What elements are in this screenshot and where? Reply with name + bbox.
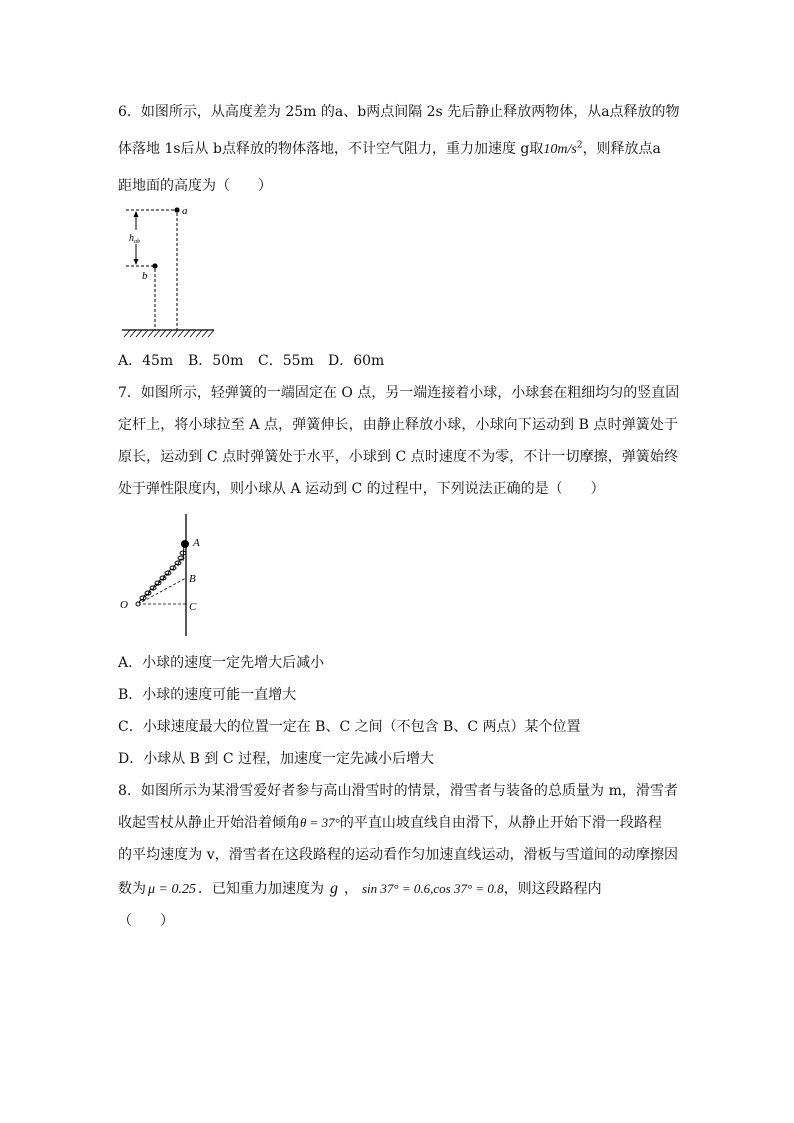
- q8-line-4c: ，则这段路程内: [503, 881, 602, 897]
- q6-option-b[interactable]: B．50m: [188, 353, 244, 369]
- q6-h-label: $h_{ab}$: [129, 233, 140, 245]
- q7-ball: [181, 540, 189, 548]
- q7-option-c[interactable]: C．小球速度最大的位置一定在 B、C 之间（不包含 B、C 两点）某个位置: [118, 719, 581, 735]
- q6-line-1: 6．如图所示，从高度差为 25m 的a、b两点间隔 2s 先后静止释放两物体，从a点释放的物: [118, 104, 680, 120]
- q8-line-2a: 收起雪杖从静止开始沿着倾角: [118, 815, 300, 831]
- q7-spring-coils: [140, 551, 186, 600]
- q6-option-a[interactable]: A．45m: [118, 353, 174, 369]
- q7-label-o: O: [120, 599, 128, 611]
- q8-line-4a: 数为: [118, 881, 146, 897]
- q7-spring: [138, 545, 184, 604]
- q8-line-2b: 的平直山坡直线自由滑下，从静止开始下滑一段路程: [339, 815, 662, 831]
- q8-line-2: [118, 807, 678, 839]
- q8-line-3: 的平均速度为 v，滑雪者在这段路程的运动看作匀加速直线运动，滑板与雪道间的动摩擦因: [118, 847, 678, 863]
- q6-label-b: b: [142, 270, 148, 282]
- q7-ob-dashed: [138, 578, 186, 604]
- q7-line-2: 定杆上，将小球拉至 A 点，弹簧伸长，由静止释放小球，小球向下运动到 B 点时弹簧处于: [118, 417, 678, 433]
- q6-options: [118, 345, 678, 377]
- q8-mu-math: μ = 0.25: [148, 882, 196, 897]
- q6-accel-unit: [543, 141, 582, 157]
- q6-point-a: [174, 207, 179, 212]
- q7-option-d[interactable]: D．小球从 B 到 C 过程，加速度一定先减小后增大: [118, 751, 435, 767]
- q8-line-4b: ．已知重力加速度为: [197, 881, 324, 897]
- q7-option-b[interactable]: B．小球的速度可能一直增大: [118, 687, 297, 703]
- q6-option-d[interactable]: D．60m: [328, 353, 385, 369]
- q6-figure: [118, 200, 228, 340]
- q6-ground-hatch: [124, 330, 214, 337]
- q8-g-math: g: [329, 880, 338, 897]
- q6-line-2: [118, 133, 678, 166]
- q6-option-c[interactable]: C．55m: [258, 353, 314, 369]
- q6-h-arrow-up: [134, 211, 139, 217]
- q6-accel-unit-sup: 2: [576, 140, 583, 151]
- q7-line-3: 原长，运动到 C 点时弹簧处于水平，小球到 C 点时速度不为零，不计一切摩擦，弹簧始终: [118, 449, 678, 465]
- q8-angle-math: θ = 37°: [300, 815, 340, 830]
- q7-line-1: 7．如图所示，轻弹簧的一端固定在 O 点，另一端连接着小球，小球套在粗细均匀的竖直固: [118, 385, 680, 401]
- q6-label-a: a: [182, 205, 188, 217]
- q6-h-arrow-down: [134, 259, 139, 265]
- q6-line-2a: 体落地 1s后从 b点释放的物体落地，不计空气阻力，重力加速度 g取: [118, 141, 544, 157]
- q7-option-a[interactable]: A．小球的速度一定先增大后减小: [118, 655, 325, 671]
- q6-accel-unit-text: 10m/s: [543, 142, 577, 157]
- q7-label-a: A: [193, 537, 200, 549]
- q7-pivot-o: [136, 602, 140, 606]
- q6-line-2b: ，则释放点a: [582, 141, 661, 157]
- q7-figure: [116, 512, 216, 638]
- q6-point-b: [152, 263, 157, 268]
- q7-label-c: C: [189, 601, 197, 613]
- q8-trig-math: sin 37° = 0.6,cos 37° = 0.8: [361, 881, 504, 896]
- q7-line-4: 处于弹性限度内，则小球从 A 运动到 C 的过程中，下列说法正确的是（ ）: [118, 481, 605, 497]
- q7-label-b: B: [189, 573, 196, 585]
- q8-line-5: （ ）: [118, 913, 174, 929]
- q8-line-4: 数为 μ = 0.25 ．已知重力加速度为 g ， sin 37° = 0.6,cos 37° = 0.8，则这段路程内: [118, 880, 602, 897]
- q6-line-3: 距地面的高度为（ ）: [118, 178, 272, 194]
- q8-line-1: 8．如图所示为某滑雪爱好者参与高山滑雪时的情景，滑雪者与装备的总质量为 m，滑雪者: [118, 783, 678, 799]
